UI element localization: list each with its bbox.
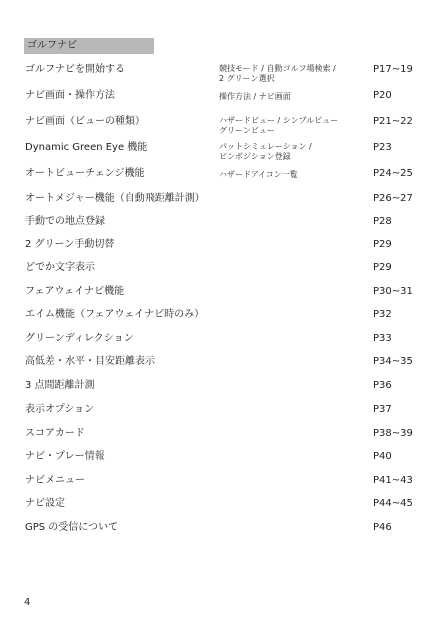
toc-entry-subtopics xyxy=(219,92,291,102)
toc-entry-subtopics xyxy=(219,170,298,180)
toc-entry-title: エイム機能（フェアウェイナビ時のみ） xyxy=(25,309,205,320)
toc-entry-subtopic-line: 2 グリーン選択 xyxy=(219,74,275,83)
toc-entry-title: ナビ画面（ビューの種類） xyxy=(25,116,145,127)
toc-entry-page: P41~43 xyxy=(373,475,413,486)
toc-entry-page: P29 xyxy=(373,239,392,250)
toc-entry-title: GPS の受信について xyxy=(25,522,119,533)
toc-entry-page: P17~19 xyxy=(373,64,413,75)
toc-entry-subtopic-line: 競技モード / 自動ゴルフ場検索 / xyxy=(219,64,336,73)
toc-entry-title: オートメジャー機能（自動飛距離計測） xyxy=(25,193,205,204)
toc-entry-page: P37 xyxy=(373,404,392,415)
toc-entry-subtopic-line: グリーンビュー xyxy=(219,126,275,135)
toc-entry-subtopic-line: 操作方法 / ナビ画面 xyxy=(219,92,291,101)
toc-entry-title: オートビューチェンジ機能 xyxy=(25,168,145,179)
toc-entry-title: ナビ・プレー情報 xyxy=(25,451,105,462)
toc-entry-title: ゴルフナビを開始する xyxy=(25,64,125,75)
toc-entry-page: P21~22 xyxy=(373,116,413,127)
toc-entry-page: P23 xyxy=(373,142,392,153)
toc-entry-page: P38~39 xyxy=(373,428,413,439)
toc-entry-title: 3 点間距離計測 xyxy=(25,380,95,391)
toc-entry-title: 表示オプション xyxy=(25,404,95,415)
toc-entry-page: P34~35 xyxy=(373,356,413,367)
toc-entry-page: P33 xyxy=(373,333,392,344)
toc-entry-title: スコアカード xyxy=(25,428,85,439)
toc-entry-page: P44~45 xyxy=(373,498,413,509)
toc-entry-subtopic-line: パットシミュレーション / xyxy=(219,142,312,151)
toc-entry-page: P30~31 xyxy=(373,286,413,297)
toc-entry-subtopic-line: ハザードビュー / シンプルビュー xyxy=(219,116,339,125)
toc-entry-page: P24~25 xyxy=(373,168,413,179)
toc-entry-title: Dynamic Green Eye 機能 xyxy=(25,142,148,153)
toc-entry-page: P26~27 xyxy=(373,193,413,204)
toc-entry-subtopics xyxy=(219,142,312,162)
toc-entry-subtopic-line: ハザードアイコン一覧 xyxy=(219,170,298,179)
toc-entry-title: グリーンディレクション xyxy=(25,333,134,344)
toc-entry-title: ナビ設定 xyxy=(25,498,65,509)
toc-entry-subtopic-line: ピンポジション登録 xyxy=(219,152,291,161)
toc-entry-page: P29 xyxy=(373,262,392,273)
toc-entry-page: P32 xyxy=(373,309,392,320)
section-header: ゴルフナビ xyxy=(24,38,154,54)
toc-entry-title: ナビ画面・操作方法 xyxy=(25,90,115,101)
toc-entry-page: P36 xyxy=(373,380,392,391)
toc-entry-page: P28 xyxy=(373,216,392,227)
toc-entry-page: P46 xyxy=(373,522,392,533)
toc-entry-title: ナビメニュー xyxy=(25,475,85,486)
toc-entry-title: フェアウェイナビ機能 xyxy=(25,286,125,297)
toc-entry-title: 高低差・水平・目安距離表示 xyxy=(25,356,155,367)
toc-entry-page: P40 xyxy=(373,451,392,462)
toc-entry-subtopics xyxy=(219,64,336,84)
toc-entry-subtopics xyxy=(219,116,338,136)
toc-entry-page: P20 xyxy=(373,90,392,101)
toc-entry-title: どでか文字表示 xyxy=(25,262,95,273)
page-number: 4 xyxy=(24,597,31,608)
toc-entry-title: 手動での地点登録 xyxy=(25,216,105,227)
toc-entry-title: 2 グリーン手動切替 xyxy=(25,239,115,250)
